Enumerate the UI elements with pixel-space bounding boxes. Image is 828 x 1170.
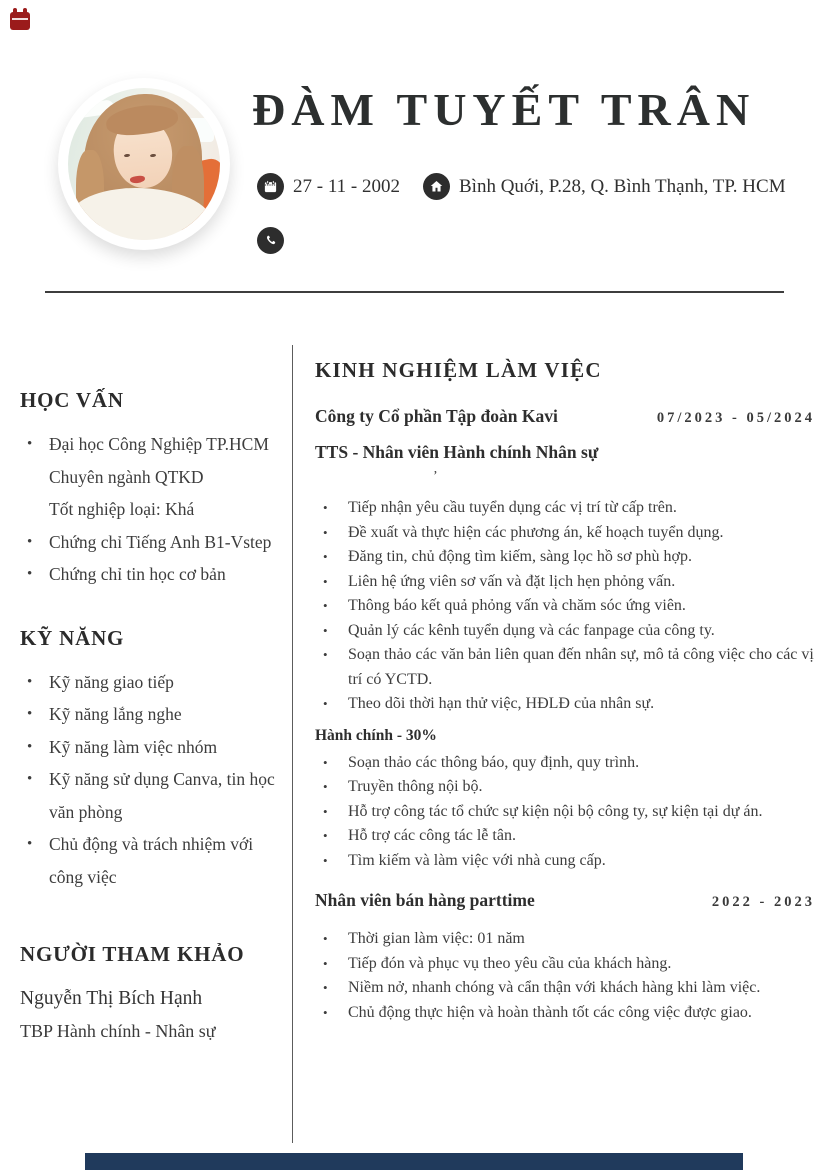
bullet-dot: • bbox=[323, 524, 328, 540]
education-line: Chứng chỉ Tiếng Anh B1-Vstep bbox=[49, 531, 272, 552]
phone-item bbox=[257, 227, 284, 254]
experience-section bbox=[315, 358, 815, 1025]
birthdate-text: 27 - 11 - 2002 bbox=[293, 175, 400, 197]
education-title: HỌC VẤN bbox=[20, 388, 124, 412]
column-divider bbox=[292, 345, 293, 1143]
skill-text: Chủ động và trách nhiệm với công việc bbox=[49, 834, 254, 887]
list-item bbox=[315, 952, 785, 977]
footer-accent-bar bbox=[85, 1153, 743, 1170]
job-period: 2022 - 2023 bbox=[711, 894, 815, 910]
bullet-text: Theo dõi thời hạn thử việc, HĐLĐ của nhân sự. bbox=[348, 695, 655, 712]
education-line: Chuyên ngành QTKD bbox=[49, 466, 204, 487]
bullet-dot: • bbox=[323, 573, 328, 589]
job-role: TTS - Nhân viên Hành chính Nhân sự bbox=[315, 442, 599, 462]
corner-calendar-icon bbox=[10, 8, 30, 30]
bullet-text: Thông báo kết quả phỏng vấn và chăm sóc ứng viên. bbox=[348, 597, 686, 614]
list-item bbox=[315, 800, 815, 825]
bullet-dot: • bbox=[27, 738, 33, 755]
bullet-dot: • bbox=[323, 696, 328, 711]
reference-role: TBP Hành chính - Nhân sự bbox=[20, 1021, 216, 1041]
sidebar bbox=[20, 388, 282, 1048]
experience-title: KINH NGHIỆM LÀM VIỆC bbox=[315, 358, 602, 382]
bullet-dot: • bbox=[323, 828, 328, 843]
list-item bbox=[20, 698, 282, 731]
list-item bbox=[315, 545, 815, 570]
list-item bbox=[315, 521, 815, 546]
list-item bbox=[315, 1001, 785, 1026]
list-item bbox=[20, 828, 282, 893]
stray-mark: ’ bbox=[433, 469, 438, 484]
bullet-text: Tiếp nhận yêu cầu tuyển dụng các vị trí từ cấp trên. bbox=[348, 499, 677, 516]
subsection-title: Hành chính - 30% bbox=[315, 726, 437, 744]
education-section bbox=[20, 388, 282, 591]
bullet-dot: • bbox=[323, 852, 328, 868]
job-bullets bbox=[315, 496, 815, 717]
list-item bbox=[315, 927, 785, 952]
bullet-text: Truyền thông nội bộ. bbox=[348, 778, 483, 795]
list-item bbox=[20, 666, 282, 699]
candidate-name: ĐÀM TUYẾT TRÂN bbox=[252, 84, 756, 135]
job bbox=[315, 406, 815, 873]
list-item bbox=[20, 526, 282, 559]
bullet-dot: • bbox=[323, 622, 328, 638]
phone-icon bbox=[257, 227, 284, 254]
list-item bbox=[315, 824, 815, 849]
education-item-text bbox=[49, 428, 282, 526]
list-item bbox=[315, 619, 815, 644]
reference-name: Nguyễn Thị Bích Hạnh bbox=[20, 988, 203, 1009]
bullet-dot: • bbox=[27, 533, 33, 550]
education-line: Tốt nghiệp loại: Khá bbox=[49, 499, 195, 519]
profile-photo bbox=[68, 88, 220, 240]
subsection-bullets bbox=[315, 751, 815, 874]
list-item bbox=[315, 692, 815, 717]
address-item bbox=[423, 173, 786, 200]
references-section bbox=[20, 942, 282, 1048]
bullet-text: Soạn thảo các văn bản liên quan đến nhân sự, mô tả công việc cho các vị trí có YCTD. bbox=[348, 646, 814, 688]
skills-section bbox=[20, 626, 282, 894]
bullet-text: Hỗ trợ các công tác lễ tân. bbox=[348, 827, 516, 844]
list-item bbox=[315, 496, 815, 521]
calendar-body bbox=[10, 12, 30, 30]
header-divider bbox=[45, 291, 784, 293]
job-header bbox=[315, 890, 815, 911]
job-bullets bbox=[315, 927, 785, 1025]
list-item bbox=[315, 643, 815, 692]
bullet-text: Đề xuất và thực hiện các phương án, kế hoạch tuyển dụng. bbox=[348, 523, 724, 541]
bullet-dot: • bbox=[323, 779, 328, 794]
list-item bbox=[315, 751, 815, 776]
job-period: 07/2023 - 05/2024 bbox=[656, 410, 815, 426]
birthdate-item bbox=[257, 173, 400, 200]
bullet-text: Niềm nở, nhanh chóng và cẩn thận với khách hàng khi làm việc. bbox=[348, 979, 761, 996]
profile-photo-ring bbox=[58, 78, 230, 250]
address-text: Bình Quới, P.28, Q. Bình Thạnh, TP. HCM bbox=[459, 175, 786, 197]
references-title: NGƯỜI THAM KHẢO bbox=[20, 942, 245, 966]
list-item bbox=[20, 763, 282, 828]
job-header bbox=[315, 406, 815, 427]
list-item bbox=[315, 849, 815, 874]
bullet-dot: • bbox=[323, 955, 328, 971]
skill-text: Kỹ năng làm việc nhóm bbox=[49, 736, 218, 757]
list-item bbox=[315, 594, 815, 619]
bullet-text: Đăng tin, chủ động tìm kiếm, sàng lọc hồ sơ phù hợp. bbox=[348, 548, 692, 565]
bullet-dot: • bbox=[323, 754, 328, 770]
list-item bbox=[20, 428, 282, 526]
bullet-text: Soạn thảo các thông báo, quy định, quy trình. bbox=[348, 753, 640, 771]
bullet-text: Hỗ trợ công tác tổ chức sự kiện nội bộ công ty, sự kiện tại dự án. bbox=[348, 802, 763, 820]
bullet-text: Tiếp đón và phục vụ theo yêu cầu của khách hàng. bbox=[348, 954, 672, 972]
bullet-dot: • bbox=[323, 980, 328, 995]
education-line: Đại học Công Nghiệp TP.HCM bbox=[49, 434, 269, 454]
home-icon bbox=[423, 173, 450, 200]
bullet-dot: • bbox=[323, 647, 328, 662]
bullet-dot: • bbox=[27, 771, 33, 787]
bullet-dot: • bbox=[27, 436, 33, 452]
bullet-text: Chủ động thực hiện và hoàn thành tốt các công việc được giao. bbox=[348, 1003, 752, 1021]
bullet-dot: • bbox=[323, 598, 328, 613]
education-line: Chứng chỉ tin học cơ bản bbox=[49, 564, 226, 584]
job bbox=[315, 890, 815, 1025]
list-item bbox=[20, 731, 282, 764]
skill-text: Kỹ năng sử dụng Canva, tin học văn phòng bbox=[49, 769, 275, 822]
company-name: Công ty Cổ phần Tập đoàn Kavi bbox=[315, 406, 558, 426]
company-name: Nhân viên bán hàng parttime bbox=[315, 890, 535, 910]
bullet-dot: • bbox=[323, 500, 328, 515]
bullet-dot: • bbox=[27, 836, 33, 852]
bullet-text: Quản lý các kênh tuyển dụng và các fanpage của công ty. bbox=[348, 621, 715, 639]
list-item bbox=[315, 570, 815, 595]
bullet-dot: • bbox=[27, 566, 33, 582]
calendar-line bbox=[12, 18, 28, 20]
skill-text: Kỹ năng giao tiếp bbox=[49, 671, 174, 692]
skill-text: Kỹ năng lắng nghe bbox=[49, 704, 182, 724]
calendar-icon bbox=[257, 173, 284, 200]
bullet-text: Liên hệ ứng viên sơ vấn và đặt lịch hẹn phỏng vấn. bbox=[348, 572, 676, 590]
bullet-text: Thời gian làm việc: 01 năm bbox=[348, 930, 525, 947]
skills-title: KỸ NĂNG bbox=[20, 625, 125, 650]
bullet-dot: • bbox=[323, 549, 328, 564]
list-item bbox=[315, 976, 785, 1001]
bullet-dot: • bbox=[27, 706, 33, 722]
list-item bbox=[315, 775, 815, 800]
bullet-dot: • bbox=[27, 673, 33, 690]
list-item bbox=[20, 558, 282, 591]
bullet-text: Tìm kiếm và làm việc với nhà cung cấp. bbox=[348, 851, 606, 869]
bullet-dot: • bbox=[323, 931, 328, 946]
bullet-dot: • bbox=[323, 1004, 328, 1020]
bullet-dot: • bbox=[323, 803, 328, 819]
